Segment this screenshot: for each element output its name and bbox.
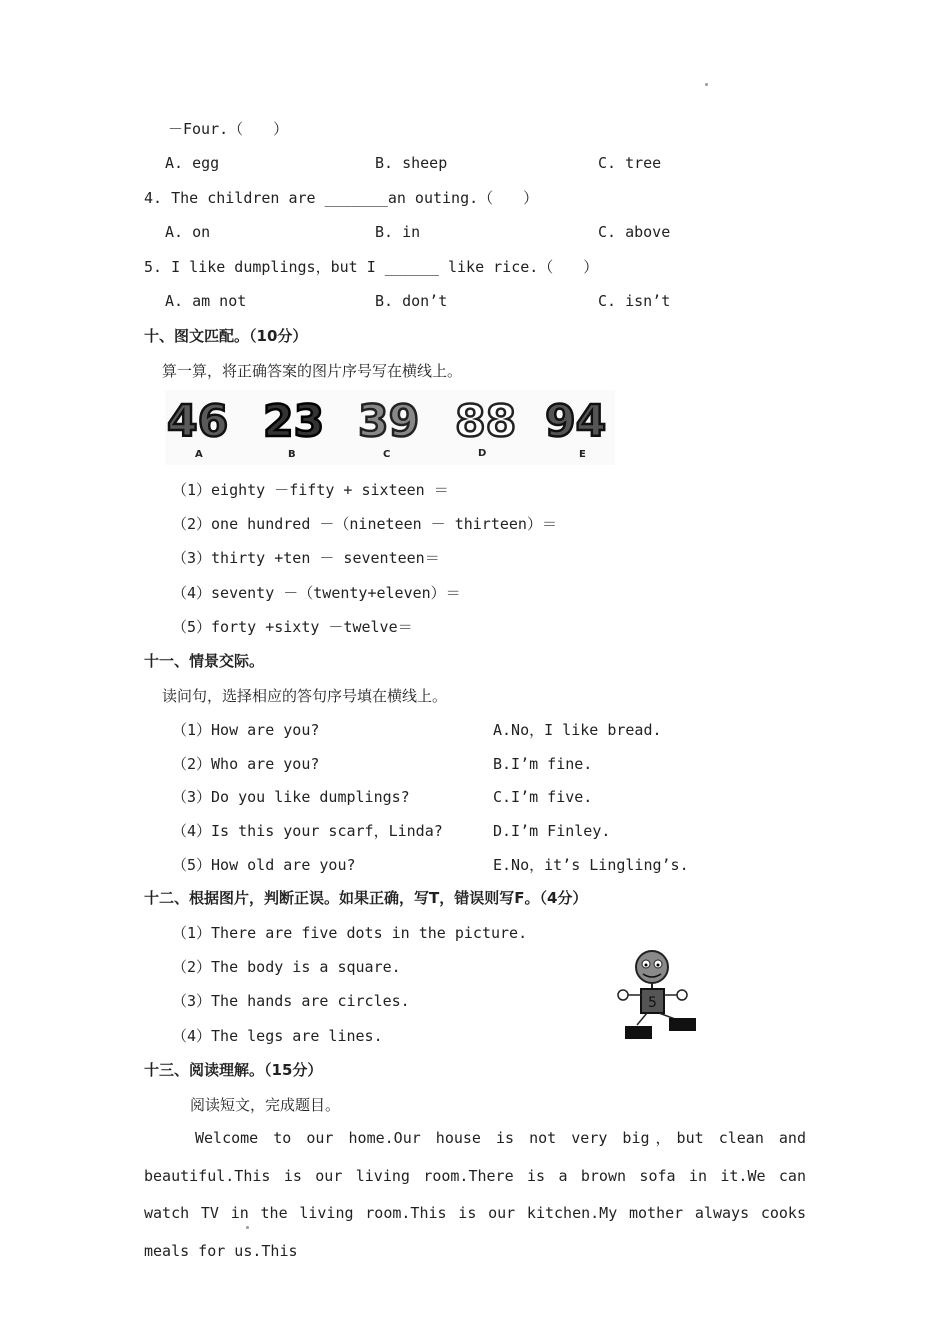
section-10-item-2: （2）one hundred －（nineteen － thirteen）＝: [172, 515, 557, 533]
reading-passage: Welcome to our home.Our house is not very big，but clean and beautiful.This is our living room.There is a brown sofa in it.We can watch TV in the living room.This is our kitchen.My mother always cooks meals for us.This: [144, 1129, 806, 1260]
section-13-heading: 十三、阅读理解。（15分）: [144, 1061, 323, 1079]
section-11-answer-e: E.No，it’s Lingling’s.: [493, 856, 689, 874]
section-11-answer-b: B.I’m fine.: [493, 755, 593, 773]
label-d: D: [478, 448, 487, 459]
robot-picture: [615, 948, 700, 1043]
q4-option-a: A. on: [165, 223, 211, 241]
label-b: B: [288, 449, 296, 460]
section-10-instruction: 算一算，将正确答案的图片序号写在横线上。: [162, 362, 463, 380]
label-a: A: [195, 449, 203, 460]
number-picture-a: 46: [167, 396, 229, 447]
q4-option-b: B. in: [375, 223, 421, 241]
label-c: C: [383, 449, 391, 460]
section-12-item-2: （2）The body is a square.: [172, 958, 401, 976]
question-3-tail: －Four.（ ）: [168, 120, 289, 138]
label-e: E: [579, 449, 586, 460]
section-12-item-1: （1）There are five dots in the picture.: [172, 924, 528, 942]
q5-option-a: A. am not: [165, 292, 247, 310]
number-picture-d: 88: [455, 396, 517, 447]
svg-text:5: 5: [648, 995, 657, 1011]
question-4: 4. The children are _______an outing.（ ）: [144, 189, 539, 207]
section-11-question-3: （3）Do you like dumplings?: [172, 788, 410, 806]
section-13-instruction: 阅读短文，完成题目。: [190, 1096, 341, 1114]
section-11-answer-d: D.I’m Finley.: [493, 822, 611, 840]
section-11-question-4: （4）Is this your scarf，Linda?: [172, 822, 443, 840]
q3-option-b: B. sheep: [375, 154, 448, 172]
section-11-question-5: （5）How old are you?: [172, 856, 356, 874]
section-10-item-4: （4）seventy －（twenty+eleven）＝: [172, 584, 461, 602]
scan-speck: [246, 1226, 249, 1229]
section-11-question-2: （2）Who are you?: [172, 755, 320, 773]
q5-option-b: B. don’t: [375, 292, 448, 310]
section-10-heading: 十、图文匹配。（10分）: [144, 327, 308, 345]
q3-option-a: A. egg: [165, 154, 220, 172]
number-pictures: [165, 390, 615, 465]
section-11-answer-a: A.No，I like bread.: [493, 721, 662, 739]
q3-option-c: C. tree: [598, 154, 662, 172]
section-11-answer-c: C.I’m five.: [493, 788, 593, 806]
q5-option-c: C. isn’t: [598, 292, 671, 310]
section-11-heading: 十一、情景交际。: [144, 652, 265, 670]
section-10-item-1: （1）eighty －fifty + sixteen ＝: [172, 481, 449, 499]
number-picture-c: 39: [358, 396, 420, 447]
question-5: 5. I like dumplings，but I ______ like rice.（ ）: [144, 258, 599, 276]
section-11-instruction: 读问句，选择相应的答句序号填在横线上。: [162, 687, 448, 705]
number-picture-e: 94: [545, 396, 607, 447]
section-12-heading: 十二、根据图片，判断正误。如果正确，写T，错误则写F。（4分）: [144, 889, 588, 907]
section-10-item-3: （3）thirty +ten － seventeen＝: [172, 549, 440, 567]
section-10-item-5: （5）forty +sixty －twelve＝: [172, 618, 413, 636]
scan-speck: [705, 83, 708, 86]
section-12-item-3: （3）The hands are circles.: [172, 992, 410, 1010]
number-picture-b: 23: [263, 396, 325, 447]
section-11-question-1: （1）How are you?: [172, 721, 320, 739]
section-12-item-4: （4）The legs are lines.: [172, 1027, 383, 1045]
q4-option-c: C. above: [598, 223, 671, 241]
